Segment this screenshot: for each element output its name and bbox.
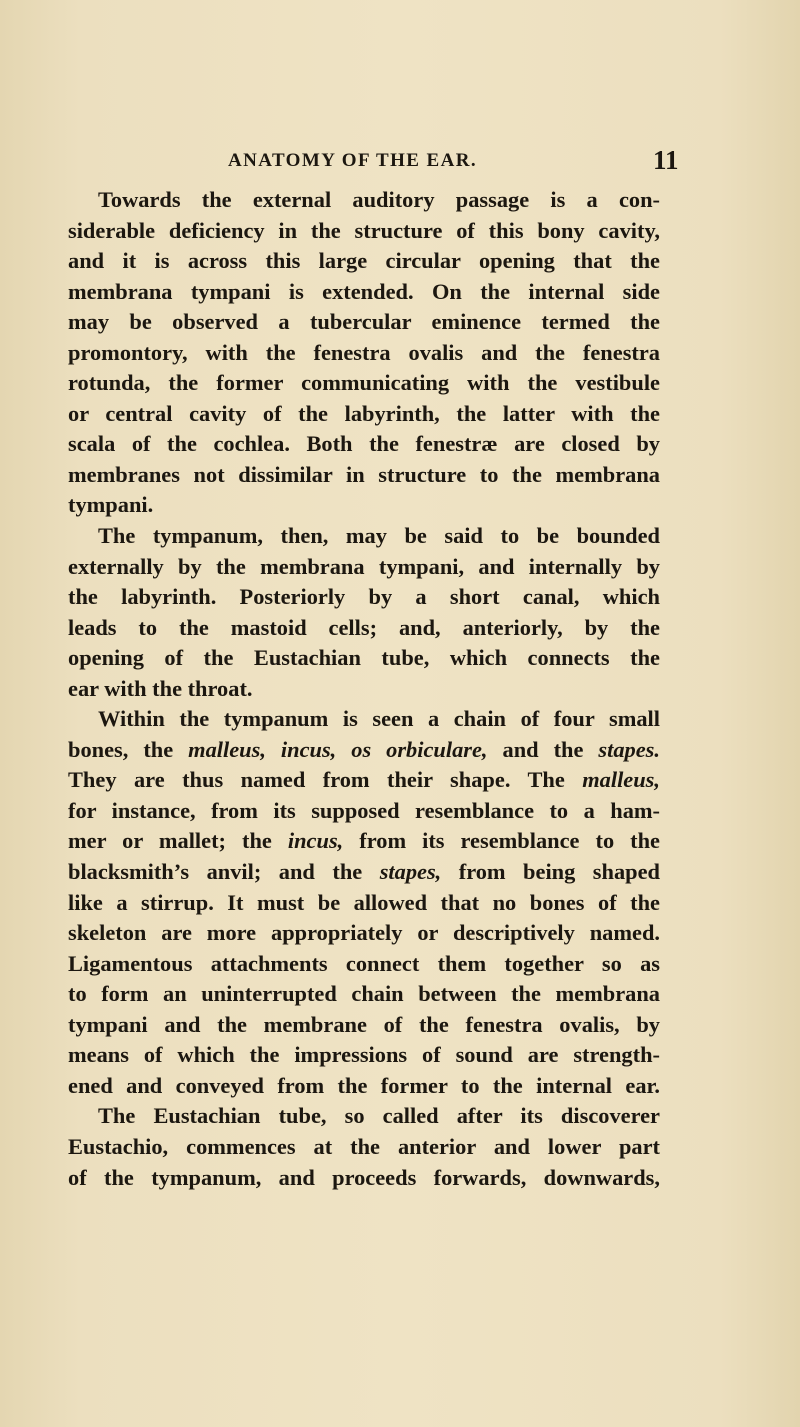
text-line: blacksmith’s anvil; and the stapes, from being shaped	[68, 859, 660, 885]
text-line: opening of the Eustachian tube, which connects the	[68, 645, 660, 671]
text-line: for instance, from its supposed resemblance to a ham-	[68, 797, 660, 823]
text-line: membrana tympani is extended. On the internal side	[68, 278, 660, 304]
text-line: Towards the external auditory passage is a con-	[98, 187, 660, 212]
text-line: or central cavity of the labyrinth, the latter with the	[68, 400, 660, 426]
italic-term: malleus, incus, os orbiculare,	[188, 736, 488, 762]
text-line: tympani.	[68, 492, 154, 518]
text-line: the labyrinth. Posteriorly by a short canal, which	[68, 584, 660, 610]
text-line: like a stirrup. It must be allowed that no bones of the	[68, 889, 660, 915]
body-text	[68, 185, 660, 1193]
text-line: siderable deficiency in the structure of this bony cavity,	[68, 217, 660, 243]
text-line: Eustachio, commences at the anterior and lower part	[68, 1133, 660, 1159]
text-line: ear with the throat.	[68, 675, 253, 701]
text-line: promontory, with the fenestra ovalis and the fenestra	[68, 339, 660, 365]
italic-term: stapes.	[598, 736, 660, 762]
text-line: membranes not dissimilar in structure to the membrana	[68, 461, 660, 487]
italic-term: stapes,	[379, 859, 442, 885]
page-number: 11	[653, 145, 679, 175]
text-line: They are thus named from their shape. The malleus,	[68, 767, 660, 793]
text-line: Within the tympanum is seen a chain of four small	[98, 706, 660, 732]
text-line: may be observed a tubercular eminence termed the	[68, 309, 660, 335]
text-line: externally by the membrana tympani, and internally by	[68, 553, 660, 579]
text-line: ened and conveyed from the former to the internal ear.	[68, 1072, 660, 1098]
text-line: scala of the cochlea. Both the fenestræ are closed by	[68, 431, 660, 457]
text-line: The Eustachian tube, so called after its discoverer	[98, 1103, 660, 1129]
paragraph-ossicles	[68, 704, 660, 1101]
running-head	[0, 144, 800, 184]
text-line: bones, the malleus, incus, os orbiculare, and the stapes.	[68, 736, 660, 762]
text-line: to form an uninterrupted chain between the membrana	[68, 981, 660, 1007]
italic-term: incus,	[287, 828, 344, 854]
running-title: ANATOMY OF THE EAR.	[228, 150, 477, 171]
text-line: mer or mallet; the incus, from its resemblance to the	[68, 828, 660, 854]
text-line: leads to the mastoid cells; and, anteriorly, by the	[68, 614, 660, 640]
text-line: skeleton are more appropriately or descriptively named.	[68, 920, 660, 946]
text-line: means of which the impressions of sound are strength-	[68, 1042, 660, 1068]
text-line: tympani and the membrane of the fenestra ovalis, by	[68, 1011, 660, 1037]
text-line: Ligamentous attachments connect them together so as	[68, 950, 660, 976]
text-line: rotunda, the former communicating with the vestibule	[68, 370, 660, 396]
text-line: of the tympanum, and proceeds forwards, downwards,	[68, 1164, 660, 1190]
text-line: and it is across this large circular opening that the	[68, 248, 660, 274]
italic-term: malleus,	[582, 767, 660, 793]
text-line: The tympanum, then, may be said to be bounded	[98, 523, 660, 549]
